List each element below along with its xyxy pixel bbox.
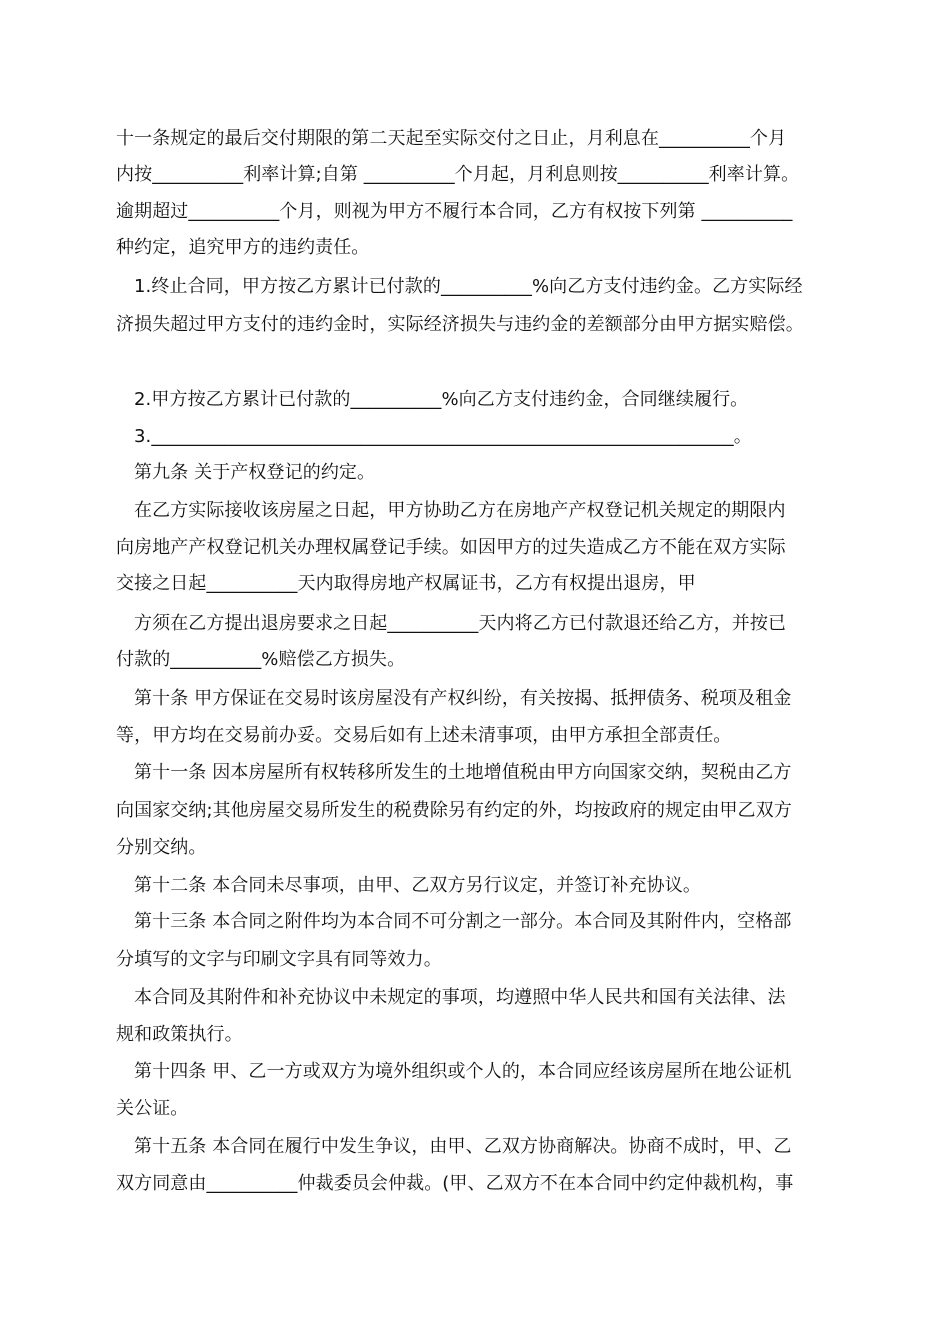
text-line: 种约定，追究甲方的违约责任。 bbox=[116, 237, 370, 258]
text-line: 向国家交纳;其他房屋交易所发生的税费除另有约定的外，均按政府的规定由甲乙双方 bbox=[116, 800, 792, 821]
text-line: 分填写的文字与印刷文字具有同等效力。 bbox=[116, 949, 442, 970]
text-line: 3.________________________________________________________________。 bbox=[134, 426, 752, 447]
text-line: 第十四条 甲、乙一方或双方为境外组织或个人的，本合同应经该房屋所在地公证机 bbox=[134, 1061, 792, 1082]
text-line: 2.甲方按乙方累计已付款的__________%向乙方支付违约金，合同继续履行。 bbox=[134, 389, 749, 410]
text-line: 交接之日起__________天内取得房地产权属证书，乙方有权提出退房，甲 bbox=[116, 573, 696, 594]
text-line: 逾期超过__________个月，则视为甲方不履行本合同，乙方有权按下列第 __________ bbox=[116, 201, 793, 222]
section-heading: 第九条 关于产权登记的约定。 bbox=[134, 462, 376, 483]
text-line: 第十五条 本合同在履行中发生争议，由甲、乙双方协商解决。协商不成时，甲、乙 bbox=[134, 1136, 792, 1157]
text-line: 双方同意由__________仲裁委员会仲裁。(甲、乙双方不在本合同中约定仲裁机构，事 bbox=[116, 1173, 794, 1194]
text-line: 本合同及其附件和补充协议中未规定的事项，均遵照中华人民共和国有关法律、法 bbox=[134, 987, 786, 1008]
text-line: 向房地产产权登记机关办理权属登记手续。如因甲方的过失造成乙方不能在双方实际 bbox=[116, 537, 786, 558]
text-line: 在乙方实际接收该房屋之日起，甲方协助乙方在房地产产权登记机关规定的期限内 bbox=[134, 500, 786, 521]
text-line: 等，甲方均在交易前办妥。交易后如有上述未清事项，由甲方承担全部责任。 bbox=[116, 725, 732, 746]
text-line: 第十二条 本合同未尽事项，由甲、乙双方另行议定，并签订补充协议。 bbox=[134, 875, 701, 896]
text-line: 规和政策执行。 bbox=[116, 1024, 243, 1045]
text-line: 第十一条 因本房屋所有权转移所发生的土地增值税由甲方向国家交纳，契税由乙方 bbox=[134, 762, 792, 783]
text-line: 济损失超过甲方支付的违约金时，实际经济损失与违约金的差额部分由甲方据实赔偿。 bbox=[116, 314, 804, 335]
text-line: 十一条规定的最后交付期限的第二天起至实际交付之日止，月利息在__________个月 bbox=[116, 128, 787, 149]
text-line: 分别交纳。 bbox=[116, 837, 207, 858]
text-line: 付款的__________%赔偿乙方损失。 bbox=[116, 649, 406, 670]
text-line: 1.终止合同，甲方按乙方累计已付款的__________%向乙方支付违约金。乙方实际经 bbox=[134, 276, 803, 297]
text-line: 第十三条 本合同之附件均为本合同不可分割之一部分。本合同及其附件内，空格部 bbox=[134, 911, 792, 932]
text-line: 第十条 甲方保证在交易时该房屋没有产权纠纷，有关按揭、抵押债务、税项及租金 bbox=[134, 688, 792, 709]
text-line: 方须在乙方提出退房要求之日起__________天内将乙方已付款退还给乙方，并按已 bbox=[134, 613, 787, 634]
text-line: 内按__________利率计算;自第 __________个月起，月利息则按__________利率计算。 bbox=[116, 164, 800, 185]
text-line: 关公证。 bbox=[116, 1098, 189, 1119]
